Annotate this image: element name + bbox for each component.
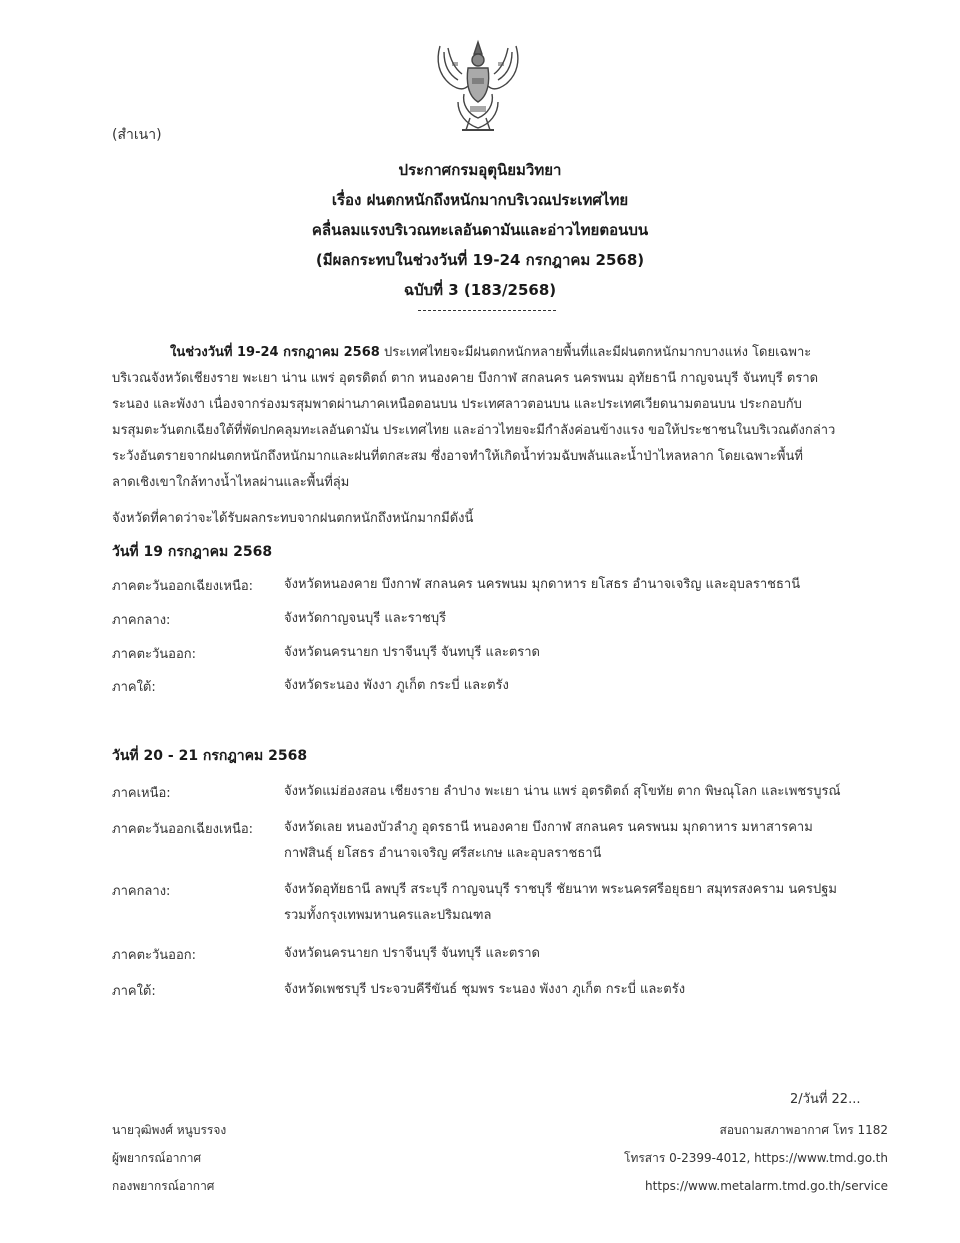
province-line: จังหวัดแม่ฮ่องสอน เชียงราย ลำปาง พะเยา น่าน แพร่ อุตรดิตถ์ สุโขทัย ตาก พิษณุโลก และเพชรบูรณ์ (284, 784, 841, 799)
header-agency-title: ประกาศกรมอุตุนิยมวิทยา (398, 161, 562, 179)
affected-provinces-intro: จังหวัดที่คาดว่าจะได้รับผลกระทบจากฝนตกหนักถึงหนักมากมีดังนี้ (112, 511, 474, 526)
province-line: จังหวัดนครนายก ปราจีนบุรี จันทบุรี และตราด (284, 645, 540, 660)
day-heading-20-21: วันที่ 20 - 21 กรกฎาคม 2568 (112, 748, 308, 764)
region-label: ภาคตะวันออกเฉียงเหนือ: (112, 822, 254, 837)
header-subject-line1: เรื่อง ฝนตกหนักถึงหนักมากบริเวณประเทศไทย (331, 191, 629, 209)
contact-fax-website[interactable]: โทรสาร 0-2399-4012, https://www.tmd.go.th (624, 1151, 888, 1165)
garuda-emblem-icon (428, 38, 528, 134)
region-label: ภาคตะวันออก: (112, 948, 197, 963)
continuation-marker: 2/วันที่ 22... (790, 1092, 861, 1107)
province-line: จังหวัดเลย หนองบัวลำภู อุดรธานี หนองคาย บึงกาฬ สกลนคร นครพนม มุกดาหาร มหาสารคาม (284, 820, 813, 835)
region-provinces (284, 782, 884, 808)
province-line: จังหวัดอุทัยธานี ลพบุรี สระบุรี กาญจนบุรี ราชบุรี ชัยนาท พระนครศรีอยุธยา สมุทรสงคราม นครปฐม (284, 882, 837, 897)
contact-service-link[interactable]: https://www.metalarm.tmd.go.th/service (645, 1179, 888, 1193)
body-line-1-rest: ประเทศไทยจะมีฝนตกหนักหลายพื้นที่และมีฝนตกหนักมากบางแห่ง โดยเฉพาะ (379, 345, 812, 360)
region-label: ภาคใต้: (112, 680, 156, 695)
signer-name: นายวุฒิพงศ์ หนูบรรจง (112, 1123, 227, 1137)
body-line-2: บริเวณจังหวัดเชียงราย พะเยา น่าน แพร่ อุตรดิตถ์ ตาก หนองคาย บึงกาฬ สกลนคร นครพนม อุทัยธานี กาญจนบุรี จันทบุรี ตราด (112, 371, 819, 386)
body-line-4: มรสุมตะวันตกเฉียงใต้ที่พัดปกคลุมทะเลอันดามัน ประเทศไทย และอ่าวไทยจะมีกำลังค่อนข้างแรง ขอให้ประชาชนในบริเวณดังกล่าว (112, 423, 836, 438)
province-line: กาฬสินธุ์ ยโสธร อำนาจเจริญ ศรีสะเกษ และอุบลราชธานี (284, 846, 602, 861)
header-separator (418, 310, 556, 311)
province-line: จังหวัดหนองคาย บึงกาฬ สกลนคร นครพนม มุกดาหาร ยโสธร อำนาจเจริญ และอุบลราชธานี (284, 577, 801, 592)
region-provinces (284, 980, 884, 1006)
province-line: รวมทั้งกรุงเทพมหานครและปริมณฑล (284, 908, 492, 923)
province-line: จังหวัดกาญจนบุรี และราชบุรี (284, 611, 447, 626)
signer-position: ผู้พยากรณ์อากาศ (112, 1151, 202, 1165)
region-provinces (284, 944, 884, 970)
region-label: ภาคเหนือ: (112, 786, 171, 801)
province-line: จังหวัดนครนายก ปราจีนบุรี จันทบุรี และตราด (284, 946, 540, 961)
region-label: ภาคตะวันออกเฉียงเหนือ: (112, 579, 254, 594)
header-issue-number: ฉบับที่ 3 (183/2568) (403, 281, 557, 299)
body-line-3: ระนอง และพังงา เนื่องจากร่องมรสุมพาดผ่านภาคเหนือตอนบน ประเทศลาวตอนบน และประเทศเวียดนามตอนบน ประกอบกับ (112, 397, 802, 412)
header-subject-line2: คลื่นลมแรงบริเวณทะเลอันดามันและอ่าวไทยตอนบน (311, 221, 649, 239)
province-line: จังหวัดเพชรบุรี ประจวบคีรีขันธ์ ชุมพร ระนอง พังงา ภูเก็ต กระบี่ และตรัง (284, 982, 686, 997)
day-heading-19: วันที่ 19 กรกฎาคม 2568 (112, 544, 273, 560)
region-provinces (284, 818, 884, 870)
body-lead-bold: ในช่วงวันที่ 19-24 กรกฎาคม 2568 (170, 345, 380, 360)
region-provinces (284, 609, 884, 635)
region-label: ภาคกลาง: (112, 613, 171, 628)
contact-block (624, 1120, 888, 1204)
body-line-5: ระวังอันตรายจากฝนตกหนักถึงหนักมากและฝนที่ตกสะสม ซึ่งอาจทำให้เกิดน้ำท่วมฉับพลันและน้ำป่าไหลหลาก โดยเฉพาะพื้นที่ (112, 449, 803, 464)
region-label: ภาคใต้: (112, 984, 156, 999)
body-line-6: ลาดเชิงเขาใกล้ทางน้ำไหลผ่านและพื้นที่ลุ่ม (112, 475, 350, 490)
announcement-body (112, 340, 890, 496)
body-line-1 (112, 340, 890, 366)
province-line: จังหวัดระนอง พังงา ภูเก็ต กระบี่ และตรัง (284, 678, 509, 693)
region-provinces (284, 643, 884, 669)
region-provinces (284, 676, 884, 702)
region-provinces (284, 575, 884, 601)
region-label: ภาคตะวันออก: (112, 647, 197, 662)
signer-division: กองพยากรณ์อากาศ (112, 1179, 215, 1193)
copy-mark: (สำเนา) (112, 127, 162, 143)
region-provinces (284, 880, 884, 932)
signer-block (112, 1120, 226, 1204)
header-effective-period: (มีผลกระทบในช่วงวันที่ 19-24 กรกฎาคม 2568) (315, 251, 645, 269)
announcement-header (0, 155, 960, 305)
region-label: ภาคกลาง: (112, 884, 171, 899)
contact-phone: สอบถามสภาพอากาศ โทร 1182 (719, 1123, 888, 1137)
